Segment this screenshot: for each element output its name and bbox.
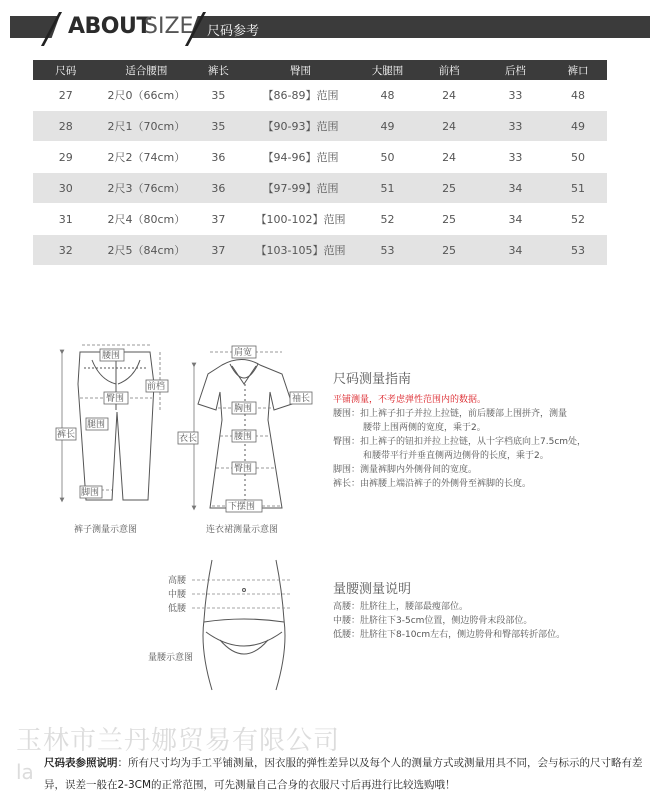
guide-text [333, 393, 633, 491]
table-cell: 35 [194, 80, 242, 111]
table-cell: 37 [194, 204, 242, 235]
guide-line: 和腰带平行并垂直侧两边侧骨的长度，乘于2。 [363, 451, 549, 461]
table-cell: 52 [359, 204, 417, 235]
waist-guide-title: 量腰测量说明 [333, 582, 412, 597]
pants-label-boxes [56, 349, 168, 498]
table-cell: 52 [549, 204, 607, 235]
pants-label-hip: 臀围 [106, 394, 125, 404]
table-cell: 37 [194, 235, 242, 266]
col-header: 大腿围 [359, 60, 417, 80]
table-cell: 2尺0（66cm） [98, 80, 194, 111]
table-cell: 34 [482, 204, 549, 235]
table-cell: 48 [549, 80, 607, 111]
col-header: 前档 [416, 60, 481, 80]
watermark-2: la [16, 760, 34, 784]
dress-label-bust: 胸围 [234, 404, 253, 414]
header-about: ABOUT [68, 14, 151, 39]
table-cell: 33 [482, 111, 549, 142]
header-cn-title: 尺码参考 [207, 24, 260, 39]
table-cell: 28 [33, 111, 98, 142]
waist-guide-line: 高腰：肚脐往上，腰部最瘦部位。 [333, 602, 469, 612]
watermark: 玉林市兰丹娜贸易有限公司 [16, 726, 341, 756]
size-note [44, 752, 644, 796]
table-cell: 2尺2（74cm） [98, 142, 194, 173]
table-cell: 30 [33, 173, 98, 204]
pants-label-rise: 前档 [147, 382, 166, 392]
table-cell: 31 [33, 204, 98, 235]
dress-label-waist: 腰围 [234, 432, 253, 442]
table-cell: 2尺4（80cm） [98, 204, 194, 235]
pants-label-hem: 脚围 [81, 488, 100, 498]
table-cell: 50 [549, 142, 607, 173]
col-header: 适合腰围 [98, 60, 194, 80]
table-cell: 24 [416, 80, 481, 111]
table-cell: 34 [482, 235, 549, 266]
col-header: 裤长 [194, 60, 242, 80]
dress-caption: 连衣裙测量示意图 [206, 525, 279, 535]
table-cell: 49 [549, 111, 607, 142]
guide-warning: 平铺测量，不考虑弹性范围内的数据。 [333, 395, 487, 405]
table-cell: 24 [416, 111, 481, 142]
table-cell: 【100-102】范围 [243, 204, 359, 235]
table-cell: 【103-105】范围 [243, 235, 359, 266]
waist-guide-text [333, 600, 565, 642]
table-cell: 34 [482, 173, 549, 204]
waist-label-mid: 中腰 [168, 590, 187, 600]
table-cell: 【94-96】范围 [243, 142, 359, 173]
guide-line: 腰围：扣上裤子扣子并拉上拉链，前后腰部上围拼齐，测量 [333, 409, 568, 419]
col-header: 尺码 [33, 60, 98, 80]
pants-label-length: 裤长 [57, 430, 76, 440]
table-cell: 【86-89】范围 [243, 80, 359, 111]
col-header: 臀围 [243, 60, 359, 80]
guide-title: 尺码测量指南 [333, 372, 412, 387]
guide-line: 裤长：由裤腰上端沿裤子的外侧骨至裤脚的长度。 [333, 479, 532, 489]
table-cell: 25 [416, 173, 481, 204]
waist-label-low: 低腰 [168, 604, 187, 614]
col-header: 后档 [482, 60, 549, 80]
dress-label-hem: 下摆围 [228, 502, 256, 512]
table-cell: 32 [33, 235, 98, 266]
table-cell: 27 [33, 80, 98, 111]
waist-caption: 量腰示意图 [148, 653, 194, 663]
table-cell: 29 [33, 142, 98, 173]
table-cell: 50 [359, 142, 417, 173]
table-cell: 36 [194, 142, 242, 173]
waist-guide-line: 中腰：肚脐往下3-5cm位置，侧边胯骨末段部位。 [333, 616, 533, 626]
table-cell: 51 [549, 173, 607, 204]
table-cell: 33 [482, 80, 549, 111]
waist-label-high: 高腰 [168, 576, 187, 586]
dress-label-hip: 臀围 [234, 464, 253, 474]
guide-line: 臀围：扣上裤子的钮扣并拉上拉链，从十字档底向上7.5cm处， [333, 437, 587, 447]
table-cell: 36 [194, 173, 242, 204]
pants-label-waist: 腰围 [102, 351, 121, 361]
pants-label-thigh: 腿围 [87, 420, 106, 430]
table-cell: 49 [359, 111, 417, 142]
waist-drawing [203, 560, 285, 690]
table-cell: 【90-93】范围 [243, 111, 359, 142]
dress-label-shoulder: 肩宽 [234, 348, 253, 358]
size-note-text: ：所有尺寸均为手工平铺测量，因衣服的弹性差异以及每个人的测量方式或测量用具不同，会与标示的尺寸略有差异，误差一般在2-3CM的正常范围，可先测量自己合身的衣服尺寸后再进行比较选购哦！ [44, 757, 643, 791]
table-cell: 24 [416, 142, 481, 173]
table-cell: 25 [416, 235, 481, 266]
table-cell: 2尺3（76cm） [98, 173, 194, 204]
header-size: SIZE [144, 14, 194, 39]
table-cell: 【97-99】范围 [243, 173, 359, 204]
table-cell: 33 [482, 142, 549, 173]
waist-guide-line: 低腰：肚脐往下8-10cm左右，侧边胯骨和臀部转折部位。 [333, 630, 566, 640]
pants-caption: 裤子测量示意图 [74, 525, 138, 535]
table-cell: 35 [194, 111, 242, 142]
table-cell: 51 [359, 173, 417, 204]
guide-line: 脚围：测量裤脚内外侧骨间的宽度。 [333, 465, 478, 475]
dress-label-sleeve: 袖长 [292, 394, 311, 404]
dress-label-length: 衣长 [179, 434, 198, 444]
col-header: 裤口 [549, 60, 607, 80]
table-cell: 53 [549, 235, 607, 266]
table-cell: 2尺1（70cm） [98, 111, 194, 142]
table-cell: 25 [416, 204, 481, 235]
guide-line: 腰带上围两侧的宽度，乘于2。 [363, 423, 486, 433]
size-note-label: 尺码表参照说明 [44, 757, 118, 769]
table-cell: 2尺5（84cm） [98, 235, 194, 266]
table-cell: 53 [359, 235, 417, 266]
table-cell: 48 [359, 80, 417, 111]
